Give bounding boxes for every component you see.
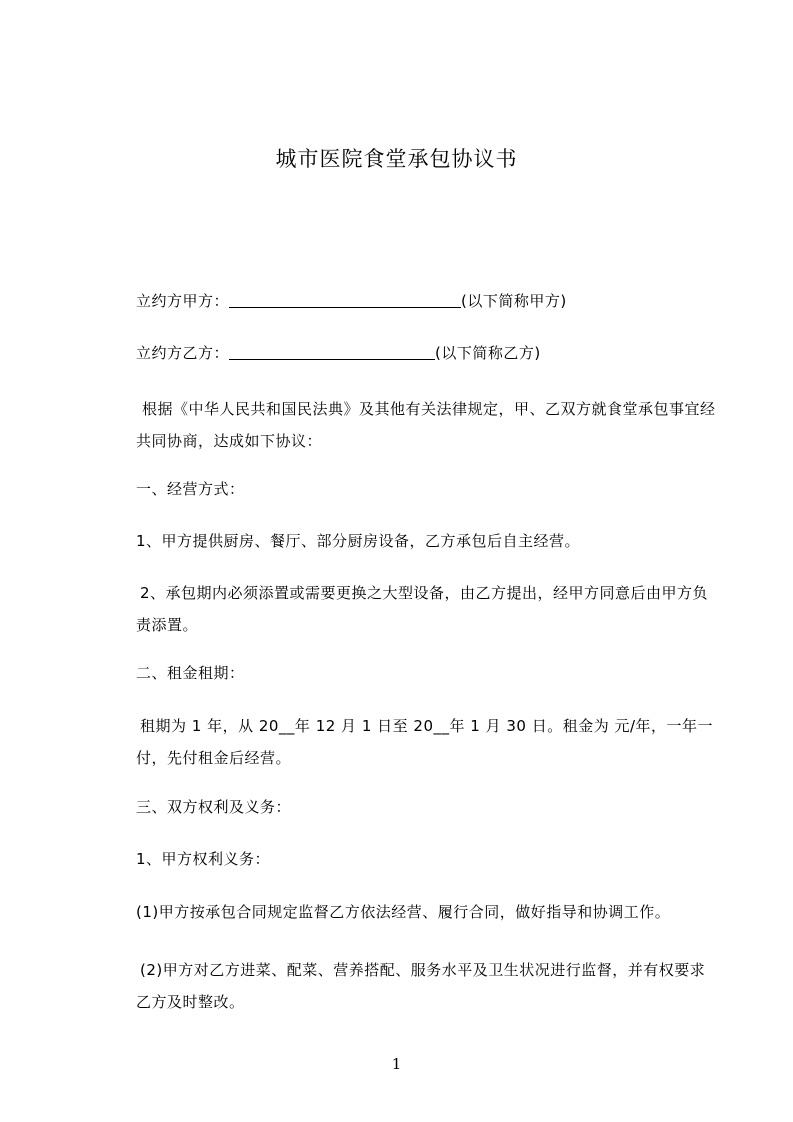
intro-paragraph: 根据《中华人民共和国民法典》及其他有关法律规定，甲、乙双方就食堂承包事宜经共同协商，达成如下协议：	[136, 400, 716, 450]
section2-heading: 二、租金租期：	[136, 664, 245, 682]
party-a-blank	[229, 292, 461, 308]
section1-item2: 2、承包期内必须添置或需要更换之大型设备，由乙方提出，经甲方同意后由甲方负责添置。	[136, 584, 709, 634]
party-a-suffix: (以下简称甲方)	[461, 292, 567, 310]
section3-sub1-item2: (2)甲方对乙方进菜、配菜、营养搭配、服务水平及卫生状况进行监督，并有权要求乙方及时整改。	[136, 961, 706, 1011]
party-b-label: 立约方乙方：	[136, 344, 230, 362]
section3-sub1-heading: 1、甲方权利义务：	[136, 850, 271, 868]
document-title: 城市医院食堂承包协议书	[275, 147, 518, 171]
section1-item1: 1、甲方提供厨房、餐厅、部分厨房设备，乙方承包后自主经营。	[136, 532, 581, 550]
page-number: 1	[391, 1055, 402, 1073]
section1-heading: 一、经营方式：	[136, 480, 245, 498]
party-b-line	[136, 337, 541, 369]
party-a-line	[136, 285, 567, 317]
section3-sub1-item1: (1)甲方按承包合同规定监督乙方依法经营、履行合同，做好指导和协调工作。	[136, 903, 671, 921]
party-b-suffix: (以下简称乙方)	[435, 344, 541, 362]
section2-text: 租期为 1 年，从 20__年 12 月 1 日至 20__年 1 月 30 日。租金为 元/年，一年一付，先付租金后经营。	[136, 717, 714, 767]
party-b-blank	[229, 344, 435, 360]
party-a-label: 立约方甲方：	[136, 292, 230, 310]
section3-heading: 三、双方权利及义务：	[136, 798, 292, 816]
